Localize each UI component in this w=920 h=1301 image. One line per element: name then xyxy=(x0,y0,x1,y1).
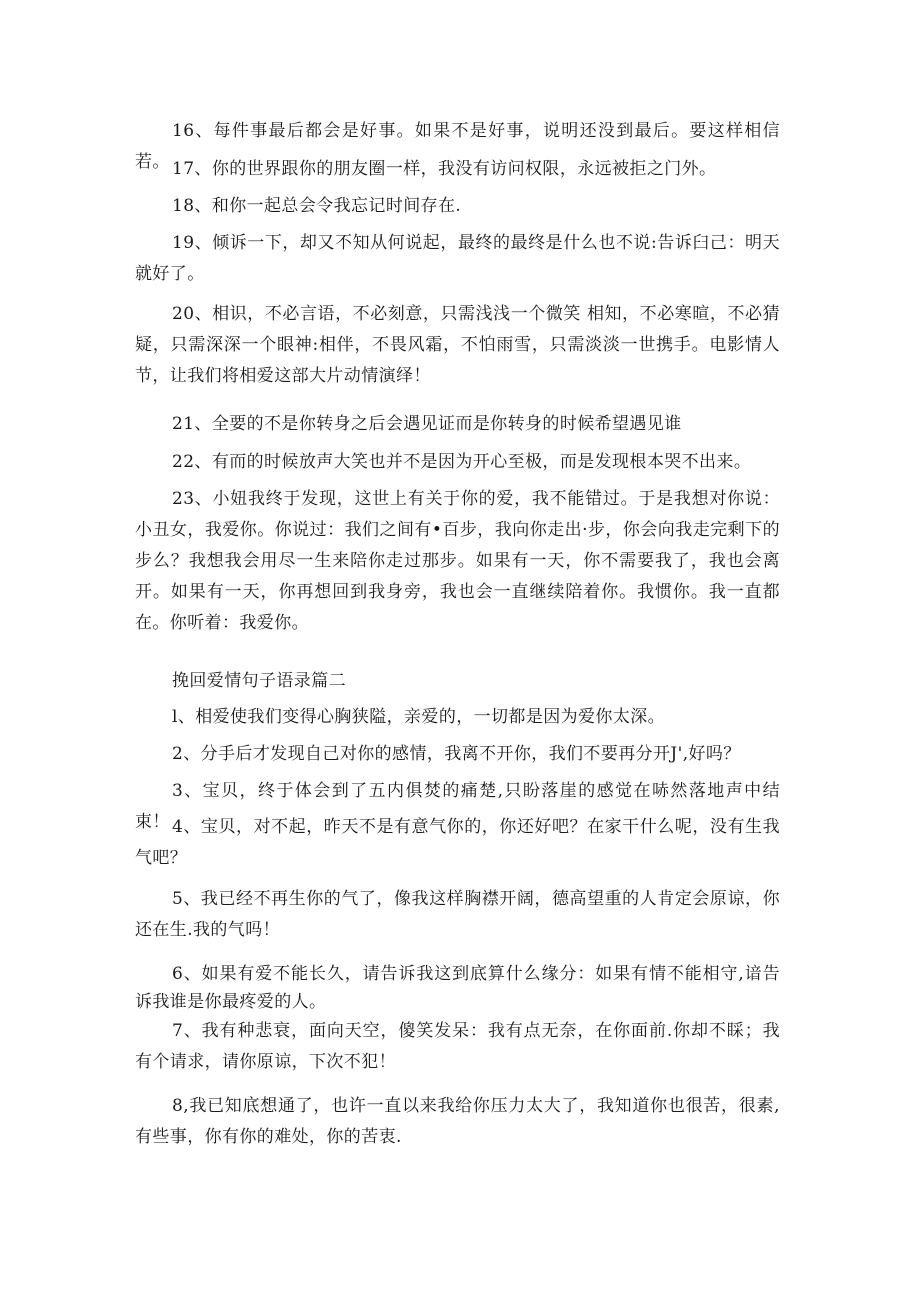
paragraph-s2-7: 7、我有种悲衰，面向天空，傻笑发呆：我有点无奈，在你面前.你却不睬；我有个请求，请你原谅，下次不犯！ xyxy=(135,1021,780,1072)
paragraph-20: 20、相识，不必言语，不必刻意，只需浅浅一个微笑 相知，不必寒暄，不必猜疑，只需深深一个眼神:相伴，不畏风霜，不怕雨雪，只需淡淡一世携手。电影情人节，让我们将相爱这部大片动情演绎！ xyxy=(135,304,780,386)
paragraph-22: 22、有而的时候放声大笑也并不是因为开心至极，而是发现根本哭不出来。 xyxy=(172,452,752,472)
paragraph-18: 18、和你一起总会令我忘记时间存在. xyxy=(172,196,462,216)
paragraph-s2-2: 2、分手后才发现自己对你的感情，我离不开你，我们不要再分开J',好吗？ xyxy=(172,744,741,764)
paragraph-17: 17、你的世界跟你的朋友圈一样，我没有访问权限，永远被拒之门外。 xyxy=(172,159,717,179)
paragraph-16: 16、每件事最后都会是好事。如果不是好事，说明还没到最后。要这样相信若。 xyxy=(135,121,780,172)
paragraph-s2-6: 6、如果有爱不能长久，请告诉我这到底算什么缘分：如果有情不能相守,谙告诉我谁是你最疼爱的人。 xyxy=(135,964,780,1012)
paragraph-19: 19、倾诉一下，却又不知从何说起，最终的最终是什么也不说:告诉臼己：明天就好了。 xyxy=(135,233,780,284)
paragraph-s2-1: l、相爱使我们变得心胸狭隘，亲爱的，一切都是因为爱你太深。 xyxy=(172,707,666,727)
paragraph-s2-4: 4、宝贝，对不起，昨天不是有意气你的，你还好吧？在家干什么呢，没有生我气吧？ xyxy=(135,817,780,868)
section-heading: 挽回爱情句子语录篇二 xyxy=(172,671,346,691)
paragraph-23: 23、小妞我终于发现，这世上有关于你的爱，我不能错过。于是我想对你说：小丑女，我爱你。你说过：我们之间有•百步，我向你走出·步，你会向我走完剩下的步么？我想我会用尽一生来陪你走过那步。如果有一天，你不需要我了，我也会离开。如果有一天，你再想回到我身旁，我也会一直继续陪着你。我惯你。我一直都在。你听着：我爱你。 xyxy=(135,489,780,633)
paragraph-21: 21、全要的不是你转身之后会遇见证而是你转身的时候希望遇见谁 xyxy=(172,414,682,434)
paragraph-s2-5: 5、我已经不再生你的气了，像我这样胸襟开阔，德高望重的人肯定会原谅，你还在生.我的气吗！ xyxy=(135,889,780,940)
paragraph-s2-8: 8,我已知底想通了，也许一直以来我给你压力太大了，我知道你也很苦，很素,有些事，你有你的难处，你的苦衷. xyxy=(135,1096,780,1147)
paragraph-s2-3: 3、宝贝，终于体会到了五内俱焚的痛楚,只盼落崖的感觉在哧然落地声中结束！ xyxy=(135,781,780,832)
